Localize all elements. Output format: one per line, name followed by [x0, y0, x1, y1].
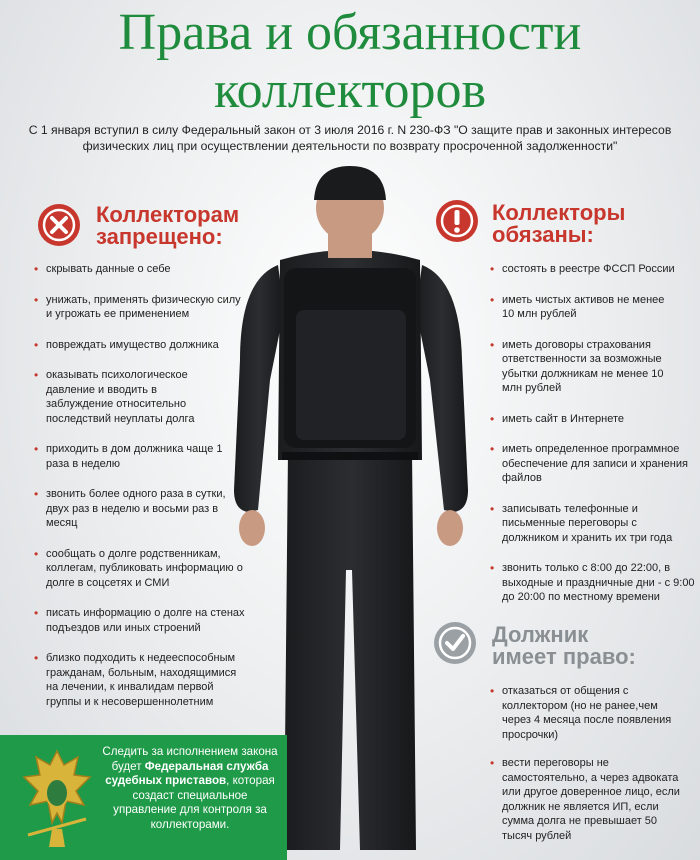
list-item: • состоять в реестре ФССП России	[490, 262, 685, 277]
list-item: • иметь сайт в Интернете	[490, 412, 685, 427]
eagle-emblem-icon	[18, 743, 96, 853]
list-item: • отказаться от общения с коллектором (но не ранее,чем через 4 месяца после появления просрочки)	[490, 684, 687, 742]
forbidden-heading-line-1: Коллекторам	[96, 202, 240, 227]
list-item: • оказывать психологическое давление и вводить в заблуждение относительно последствий неуплаты долга	[34, 368, 226, 426]
list-item: • близко подходить к недееспособным гражданам, больным, находящимися на лечении, к инвалидам первой группы и к несовершеннолетним	[34, 651, 251, 709]
forbidden-heading	[96, 204, 239, 248]
obliged-heading-line-1: Коллекторы	[492, 200, 626, 225]
obliged-heading	[492, 202, 625, 246]
list-item: • записывать телефонные и письменные переговоры с должником и хранить их три года	[490, 502, 682, 546]
note-part-2: , которая создаст специальное управление для контроля за коллекторами.	[113, 774, 275, 831]
list-item: • иметь чистых активов не менее 10 млн рублей	[490, 293, 672, 322]
forbidden-list	[34, 262, 249, 709]
fssp-note-text	[100, 745, 280, 832]
list-item: • писать информацию о долге на стенах подъездов или иных строений	[34, 606, 246, 635]
debtor-heading-line-1: Должник	[492, 622, 589, 647]
obliged-list	[490, 262, 695, 605]
list-item: • приходить в дом должника чаще 1 раза в неделю	[34, 442, 236, 471]
list-item: • повреждать имущество должника	[34, 338, 249, 353]
list-item: • вести переговоры не самостоятельно, а через адвоката или другое доверенное лицо, если должник не является ИП, если сумма долга не превышает 50 тысяч рублей	[490, 756, 687, 843]
list-item: • унижать, применять физическую силу и угрожать ее применением	[34, 293, 246, 322]
title-line-1: Права и обязанности	[118, 4, 582, 61]
list-item: • звонить более одного раза в сутки, двух раз в неделю и восьми раз в месяц	[34, 487, 246, 531]
fssp-note-box	[0, 735, 287, 860]
subtitle-line-2: физических лиц при осуществлении деятельности по возврату просроченной задолженности"	[82, 139, 618, 153]
debtor-list	[490, 684, 680, 843]
exclamation-circle-icon	[434, 198, 480, 244]
obliged-heading-line-2: обязаны:	[492, 222, 594, 247]
note-part-1: Следить за исполнением закона будет	[102, 745, 278, 773]
list-item: • скрывать данные о себе	[34, 262, 249, 277]
list-item: • иметь определенное программное обеспечение для записи и хранения файлов	[490, 442, 692, 486]
cross-circle-icon	[36, 202, 82, 248]
list-item: • иметь договоры страхования ответственности за возможные убытки должникам не менее 10 млн рублей	[490, 338, 682, 396]
title-line-2: коллекторов	[213, 62, 487, 119]
law-subtitle	[20, 122, 680, 154]
debtor-heading-line-2: имеет право:	[492, 644, 636, 669]
page-title	[0, 4, 700, 120]
note-bold: Федеральная служба судебных приставов	[105, 759, 269, 787]
subtitle-line-1: С 1 января вступил в силу Федеральный закон от 3 июля 2016 г. N 230-ФЗ "О защите прав и законных интересов	[28, 123, 672, 137]
debtor-heading	[492, 624, 636, 668]
forbidden-heading-line-2: запрещено:	[96, 224, 223, 249]
check-circle-icon	[432, 620, 478, 666]
list-item: • звонить только с 8:00 до 22:00, в выходные и праздничные дни - с 9:00 до 20:00 по местному времени	[490, 561, 697, 605]
list-item: • сообщать о долге родственникам, коллегам, публиковать информацию о долге в соцсетях и СМИ	[34, 547, 246, 591]
